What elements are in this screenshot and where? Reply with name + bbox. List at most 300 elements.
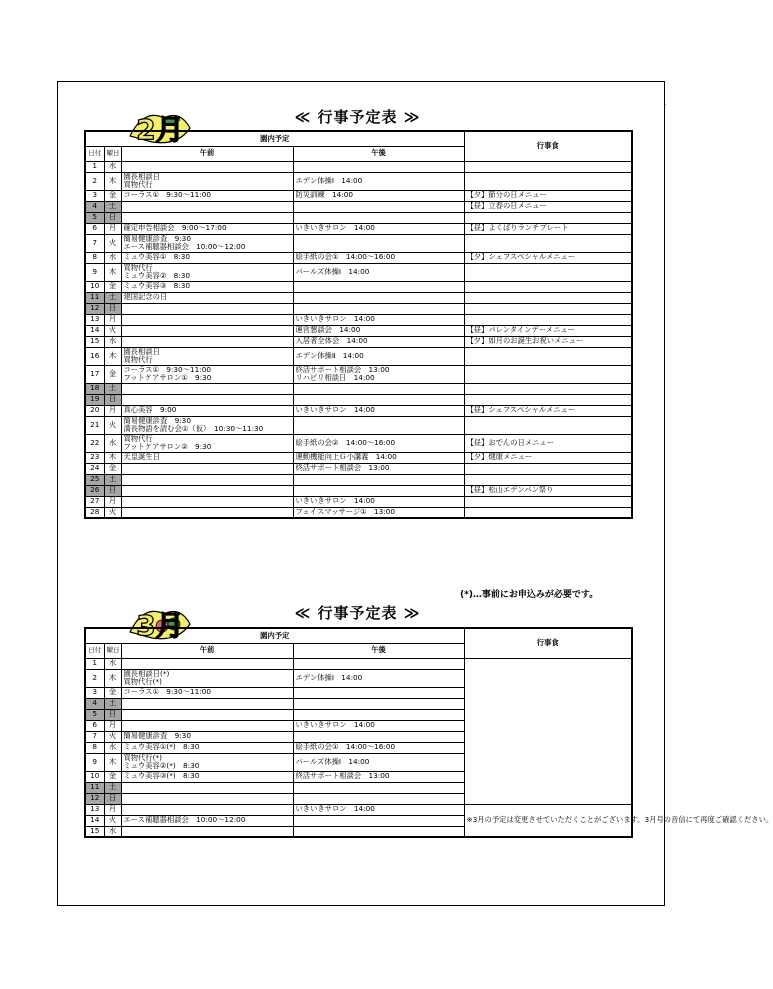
feb-am-cell-line: 買物代行	[123, 433, 153, 443]
feb-am-cell	[121, 223, 293, 234]
feb-am-cell	[121, 347, 293, 365]
mar-day-number: 12	[85, 793, 104, 804]
feb-am-cell-line: 買物代行	[123, 180, 153, 189]
feb-schedule	[84, 100, 631, 600]
feb-month-badge-text: 2月	[136, 113, 184, 146]
mar-pm-cell	[293, 709, 464, 720]
feb-weekday: 水	[104, 336, 121, 347]
mar-pm-cell	[293, 753, 464, 771]
mar-pm-cell	[293, 698, 464, 709]
mar-pm-cell	[293, 771, 464, 782]
feb-day-row	[85, 223, 632, 234]
feb-day-row	[85, 383, 632, 394]
feb-pm-cell	[293, 234, 464, 252]
mar-pm-cell	[293, 804, 464, 815]
feb-day-number: 22	[85, 434, 104, 452]
mar-pm-cell	[293, 742, 464, 753]
feb-pm-cell-line: エデン体操Ⅰ 14:00	[295, 175, 363, 185]
feb-day-row	[85, 507, 632, 518]
feb-am-cell-line: コーラス① 9:30～11:00	[123, 364, 212, 374]
feb-header-date: 日付	[85, 146, 104, 161]
mar-weekday: 水	[104, 742, 121, 753]
feb-pm-cell	[293, 172, 464, 190]
feb-weekday: 水	[104, 161, 121, 172]
feb-food-cell	[464, 474, 632, 485]
feb-pm-cell	[293, 347, 464, 365]
feb-day-row	[85, 303, 632, 314]
feb-pm-cell	[293, 394, 464, 405]
mar-day-row	[85, 658, 632, 669]
feb-weekday: 金	[104, 463, 121, 474]
feb-am-cell-line: ミュウ美容② 8:30	[123, 271, 191, 280]
feb-weekday: 日	[104, 212, 121, 223]
feb-day-number: 8	[85, 252, 104, 263]
feb-am-cell	[121, 212, 293, 223]
feb-day-number: 3	[85, 190, 104, 201]
feb-am-cell	[121, 336, 293, 347]
mar-am-cell-line: 買物代行(*)	[123, 752, 163, 762]
feb-am-cell	[121, 172, 293, 190]
mar-day-number: 2	[85, 669, 104, 687]
mar-header-date: 日付	[85, 643, 104, 658]
mar-day-number: 10	[85, 771, 104, 782]
feb-day-row	[85, 452, 632, 463]
feb-pm-cell	[293, 303, 464, 314]
feb-pm-cell	[293, 201, 464, 212]
scan-dot	[665, 104, 666, 105]
feb-am-cell	[121, 161, 293, 172]
feb-pm-cell-line: パールズ体操Ⅰ 14:00	[295, 266, 370, 276]
feb-am-cell-line: フットケアサロン② 9:30	[123, 442, 212, 451]
feb-pm-cell-line: いきいきサロン 14:00	[295, 405, 375, 415]
feb-day-number: 4	[85, 201, 104, 212]
feb-day-row	[85, 336, 632, 347]
mar-am-cell	[121, 658, 293, 669]
feb-day-number: 17	[85, 365, 104, 383]
mar-pm-cell-line: パールズ体操Ⅰ 14:00	[295, 756, 370, 766]
feb-pm-cell-line: 絵手紙の会② 14:00～16:00	[295, 437, 396, 447]
mar-day-number: 11	[85, 782, 104, 793]
mar-am-cell-line: エース補聴器相談会 10:00～12:00	[123, 815, 246, 825]
feb-am-cell	[121, 365, 293, 383]
feb-food-cell: 【夕】シェフスペシャルメニュー	[464, 252, 632, 263]
feb-am-cell	[121, 281, 293, 292]
feb-day-row	[85, 474, 632, 485]
feb-food-cell: 【昼】立春の日メニュー	[464, 201, 632, 212]
feb-day-row	[85, 416, 632, 434]
mar-day-number: 9	[85, 753, 104, 771]
mar-am-cell	[121, 709, 293, 720]
feb-am-cell-line: 園長相談日	[123, 171, 160, 181]
feb-pm-cell	[293, 496, 464, 507]
feb-day-number: 10	[85, 281, 104, 292]
mar-am-cell	[121, 793, 293, 804]
feb-pm-cell	[293, 474, 464, 485]
feb-am-cell	[121, 201, 293, 212]
mar-am-cell	[121, 804, 293, 815]
feb-weekday: 月	[104, 314, 121, 325]
mar-pm-cell-line: 絵手紙の会① 14:00～16:00	[295, 742, 396, 752]
feb-day-number: 15	[85, 336, 104, 347]
feb-food-cell	[464, 212, 632, 223]
feb-food-cell	[464, 463, 632, 474]
feb-food-cell	[464, 281, 632, 292]
feb-day-number: 13	[85, 314, 104, 325]
mar-pm-cell	[293, 687, 464, 698]
mar-am-cell	[121, 698, 293, 709]
feb-pm-cell	[293, 507, 464, 518]
feb-header-enai: 園内予定	[85, 131, 464, 146]
mar-am-cell-line: 買物代行(*)	[123, 677, 163, 686]
feb-am-cell	[121, 303, 293, 314]
feb-food-cell	[464, 383, 632, 394]
feb-pm-cell	[293, 434, 464, 452]
mar-food-blank	[464, 658, 632, 804]
feb-day-row	[85, 252, 632, 263]
feb-pm-cell	[293, 365, 464, 383]
feb-day-number: 11	[85, 292, 104, 303]
feb-am-cell	[121, 263, 293, 281]
mar-day-number: 1	[85, 658, 104, 669]
feb-pm-cell	[293, 212, 464, 223]
feb-pm-cell	[293, 223, 464, 234]
mar-am-cell	[121, 731, 293, 742]
feb-header-am: 午前	[121, 146, 293, 161]
feb-weekday: 土	[104, 383, 121, 394]
feb-weekday: 火	[104, 234, 121, 252]
feb-day-number: 23	[85, 452, 104, 463]
mar-header-gyoji: 行事食	[464, 628, 632, 658]
feb-day-number: 24	[85, 463, 104, 474]
feb-weekday: 火	[104, 416, 121, 434]
feb-am-cell	[121, 314, 293, 325]
feb-day-row	[85, 405, 632, 416]
feb-weekday: 土	[104, 201, 121, 212]
feb-food-cell	[464, 394, 632, 405]
feb-day-row	[85, 201, 632, 212]
feb-day-row	[85, 325, 632, 336]
feb-food-cell	[464, 172, 632, 190]
feb-food-cell	[464, 416, 632, 434]
feb-am-cell	[121, 405, 293, 416]
feb-food-cell	[464, 161, 632, 172]
feb-am-cell-line: 建国記念の日	[123, 292, 168, 302]
mar-day-number: 15	[85, 826, 104, 837]
feb-pm-cell-line: 防災訓練 14:00	[295, 190, 354, 200]
mar-weekday: 水	[104, 658, 121, 669]
feb-pm-cell	[293, 336, 464, 347]
mar-weekday: 火	[104, 815, 121, 826]
feb-day-row	[85, 234, 632, 252]
feb-day-number: 18	[85, 383, 104, 394]
feb-day-number: 1	[85, 161, 104, 172]
feb-food-cell	[464, 263, 632, 281]
mar-pm-cell	[293, 669, 464, 687]
feb-food-cell: 【昼】バレンタインデーメニュー	[464, 325, 632, 336]
feb-food-cell: 【夕】節分の日メニュー	[464, 190, 632, 201]
feb-food-cell: 【昼】よくばりランチプレート	[464, 223, 632, 234]
feb-weekday: 土	[104, 292, 121, 303]
feb-am-cell	[121, 252, 293, 263]
mar-am-cell	[121, 782, 293, 793]
feb-day-row	[85, 496, 632, 507]
feb-weekday: 日	[104, 485, 121, 496]
mar-am-cell	[121, 742, 293, 753]
mar-am-cell-line: ミュウ美容②(*) 8:30	[123, 761, 200, 770]
feb-weekday: 木	[104, 452, 121, 463]
mar-day-row	[85, 804, 632, 815]
mar-day-number: 14	[85, 815, 104, 826]
feb-day-number: 2	[85, 172, 104, 190]
mar-weekday: 金	[104, 771, 121, 782]
feb-am-cell	[121, 190, 293, 201]
feb-pm-cell	[293, 263, 464, 281]
mar-pm-cell-line: いきいきサロン 14:00	[295, 720, 375, 730]
mar-day-number: 6	[85, 720, 104, 731]
feb-food-cell	[464, 303, 632, 314]
feb-day-number: 25	[85, 474, 104, 485]
feb-am-cell-line: 確定申告相談会 9:00～17:00	[123, 223, 227, 233]
mar-day-number: 13	[85, 804, 104, 815]
feb-am-cell-line: 天皇誕生日	[123, 452, 160, 462]
mar-am-cell-line: 簡易健康診査 9:30	[123, 731, 191, 741]
mar-weekday: 土	[104, 698, 121, 709]
feb-food-cell: 【夕】如月のお誕生お祝いメニュー	[464, 336, 632, 347]
feb-weekday: 金	[104, 365, 121, 383]
feb-am-cell	[121, 507, 293, 518]
feb-title: ≪ 行事予定表 ≫	[294, 108, 421, 126]
feb-weekday: 木	[104, 263, 121, 281]
feb-am-cell	[121, 325, 293, 336]
feb-pm-cell	[293, 383, 464, 394]
mar-weekday: 日	[104, 709, 121, 720]
mar-pm-cell	[293, 782, 464, 793]
feb-pm-cell-line: いきいきサロン 14:00	[295, 314, 375, 324]
feb-day-number: 6	[85, 223, 104, 234]
mar-pm-cell-line: 終活サポート相談会 13:00	[295, 771, 390, 781]
feb-am-cell-line: 簡易健康診査 9:30	[123, 415, 191, 425]
feb-pm-cell	[293, 452, 464, 463]
mar-am-cell	[121, 753, 293, 771]
feb-day-row	[85, 172, 632, 190]
feb-am-cell-line: 買物代行	[123, 262, 153, 272]
feb-am-cell	[121, 452, 293, 463]
feb-am-cell	[121, 394, 293, 405]
feb-am-cell-line: 簡易健康診査 9:30	[123, 233, 191, 243]
feb-day-row	[85, 314, 632, 325]
mar-am-cell	[121, 669, 293, 687]
feb-weekday: 金	[104, 190, 121, 201]
mar-weekday: 月	[104, 804, 121, 815]
feb-am-cell-line: 買物代行	[123, 355, 153, 364]
feb-pm-cell	[293, 485, 464, 496]
feb-day-row	[85, 292, 632, 303]
feb-pm-cell	[293, 463, 464, 474]
feb-weekday: 水	[104, 434, 121, 452]
feb-pm-cell-line: 入居者全体会 14:00	[295, 336, 368, 346]
feb-table	[84, 130, 633, 519]
feb-day-number: 19	[85, 394, 104, 405]
feb-food-cell: 【夕】健康メニュー	[464, 452, 632, 463]
mar-day-number: 5	[85, 709, 104, 720]
feb-footnote: (*)…事前にお申込みが必要です。	[460, 590, 599, 600]
feb-day-row	[85, 347, 632, 365]
mar-weekday: 木	[104, 753, 121, 771]
feb-day-number: 28	[85, 507, 104, 518]
mar-day-number: 3	[85, 687, 104, 698]
mar-weekday: 土	[104, 782, 121, 793]
mar-pm-cell	[293, 731, 464, 742]
mar-am-cell	[121, 687, 293, 698]
feb-weekday: 木	[104, 347, 121, 365]
feb-pm-cell-line: 運営懇談会 14:00	[295, 325, 361, 335]
feb-food-cell	[464, 496, 632, 507]
feb-am-cell	[121, 383, 293, 394]
feb-day-number: 14	[85, 325, 104, 336]
feb-weekday: 木	[104, 172, 121, 190]
feb-pm-cell	[293, 314, 464, 325]
mar-day-number: 7	[85, 731, 104, 742]
mar-header-enai: 園内予定	[85, 628, 464, 643]
feb-am-cell	[121, 474, 293, 485]
mar-am-cell	[121, 826, 293, 837]
mar-pm-cell-line: エデン体操Ⅰ 14:00	[295, 672, 363, 682]
mar-header-weekday: 曜日	[104, 643, 121, 658]
feb-am-cell	[121, 292, 293, 303]
feb-food-cell	[464, 507, 632, 518]
feb-weekday: 水	[104, 252, 121, 263]
feb-day-number: 21	[85, 416, 104, 434]
feb-weekday: 土	[104, 474, 121, 485]
feb-day-number: 5	[85, 212, 104, 223]
mar-am-cell-line: ミュウ美容③(*) 8:30	[123, 771, 200, 781]
feb-pm-cell	[293, 161, 464, 172]
feb-pm-cell-line: いきいきサロン 14:00	[295, 223, 375, 233]
mar-pm-cell	[293, 793, 464, 804]
mar-table	[84, 627, 773, 838]
mar-weekday: 月	[104, 720, 121, 731]
feb-header-gyoji: 行事食	[464, 131, 632, 161]
feb-day-number: 26	[85, 485, 104, 496]
feb-weekday: 月	[104, 223, 121, 234]
mar-day-number: 8	[85, 742, 104, 753]
feb-pm-cell-line: エデン体操Ⅱ 14:00	[295, 350, 364, 360]
feb-pm-cell-line: フェイスマッサージ① 13:00	[295, 507, 396, 517]
feb-am-cell-line: エース補聴器相談会 10:00～12:00	[123, 242, 246, 251]
feb-pm-cell	[293, 252, 464, 263]
mar-weekday: 木	[104, 669, 121, 687]
feb-pm-cell-line: 終活サポート相談会 13:00	[295, 463, 390, 473]
feb-day-row	[85, 161, 632, 172]
mar-schedule	[84, 598, 773, 888]
feb-header-pm: 午後	[293, 146, 464, 161]
feb-day-number: 9	[85, 263, 104, 281]
feb-am-cell-line: フットケアサロン① 9:30	[123, 373, 212, 382]
feb-food-cell	[464, 234, 632, 252]
feb-food-cell	[464, 314, 632, 325]
mar-weekday: 日	[104, 793, 121, 804]
feb-am-cell-line: 真心美容 9:00	[123, 405, 177, 415]
mar-pm-cell	[293, 658, 464, 669]
mar-pm-cell	[293, 815, 464, 826]
feb-food-cell: 【昼】シェフスペシャルメニュー	[464, 405, 632, 416]
mar-am-cell-line: ミュウ美容①(*) 8:30	[123, 742, 200, 752]
feb-day-number: 27	[85, 496, 104, 507]
feb-day-number: 16	[85, 347, 104, 365]
feb-am-cell	[121, 434, 293, 452]
feb-food-cell	[464, 347, 632, 365]
feb-weekday: 火	[104, 325, 121, 336]
feb-pm-cell	[293, 405, 464, 416]
feb-food-cell: 【昼】おでんの日メニュー	[464, 434, 632, 452]
feb-am-cell	[121, 485, 293, 496]
feb-day-row	[85, 485, 632, 496]
mar-pm-cell-line: いきいきサロン 14:00	[295, 804, 375, 814]
mar-title: ≪ 行事予定表 ≫	[294, 604, 421, 622]
feb-pm-cell	[293, 292, 464, 303]
feb-am-cell	[121, 416, 293, 434]
feb-day-row	[85, 190, 632, 201]
mar-am-cell	[121, 815, 293, 826]
feb-am-cell-line: ミュウ美容① 8:30	[123, 252, 191, 262]
mar-day-number: 4	[85, 698, 104, 709]
feb-pm-cell	[293, 281, 464, 292]
feb-am-cell	[121, 463, 293, 474]
feb-food-cell: 【昼】松山エデンパン祭り	[464, 485, 632, 496]
feb-day-row	[85, 281, 632, 292]
feb-am-cell	[121, 496, 293, 507]
mar-weekday: 金	[104, 687, 121, 698]
feb-weekday: 金	[104, 281, 121, 292]
feb-day-row	[85, 365, 632, 383]
feb-day-row	[85, 212, 632, 223]
feb-day-number: 7	[85, 234, 104, 252]
feb-weekday: 月	[104, 496, 121, 507]
feb-header-weekday: 曜日	[104, 146, 121, 161]
feb-weekday: 日	[104, 303, 121, 314]
feb-am-cell	[121, 234, 293, 252]
mar-am-cell-line: 園長相談日(*)	[123, 668, 170, 678]
mar-weekday: 火	[104, 731, 121, 742]
feb-am-cell-line: 満長物語を読む会①（仮） 10:30～11:30	[123, 424, 264, 433]
feb-am-cell-line: コーラス① 9:30～11:00	[123, 190, 212, 200]
feb-day-row	[85, 463, 632, 474]
mar-header-am: 午前	[121, 643, 293, 658]
feb-weekday: 月	[104, 405, 121, 416]
mar-am-cell-line: コーラス① 9:30～11:00	[123, 687, 212, 697]
mar-change-note: ※3月の予定は変更させていただくことがございます。3月号の音信にて再度ご確認ください。	[464, 804, 632, 837]
mar-pm-cell	[293, 720, 464, 731]
feb-pm-cell-line: リハビリ相談日 14:00	[295, 373, 375, 382]
feb-day-row	[85, 394, 632, 405]
feb-pm-cell	[293, 416, 464, 434]
feb-weekday: 火	[104, 507, 121, 518]
feb-day-number: 12	[85, 303, 104, 314]
feb-pm-cell-line: 運動機能向上Ｇ小講義 14:00	[295, 452, 397, 462]
feb-am-cell-line: ミュウ美容③ 8:30	[123, 281, 191, 291]
mar-weekday: 水	[104, 826, 121, 837]
feb-weekday: 日	[104, 394, 121, 405]
mar-month-badge-text: 3月	[136, 609, 184, 642]
feb-food-cell	[464, 292, 632, 303]
mar-am-cell	[121, 720, 293, 731]
mar-header-pm: 午後	[293, 643, 464, 658]
feb-food-cell	[464, 365, 632, 383]
mar-pm-cell	[293, 826, 464, 837]
feb-pm-cell-line: 終活サポート相談会 13:00	[295, 364, 390, 374]
feb-am-cell-line: 園長相談日	[123, 346, 160, 356]
feb-day-row	[85, 263, 632, 281]
